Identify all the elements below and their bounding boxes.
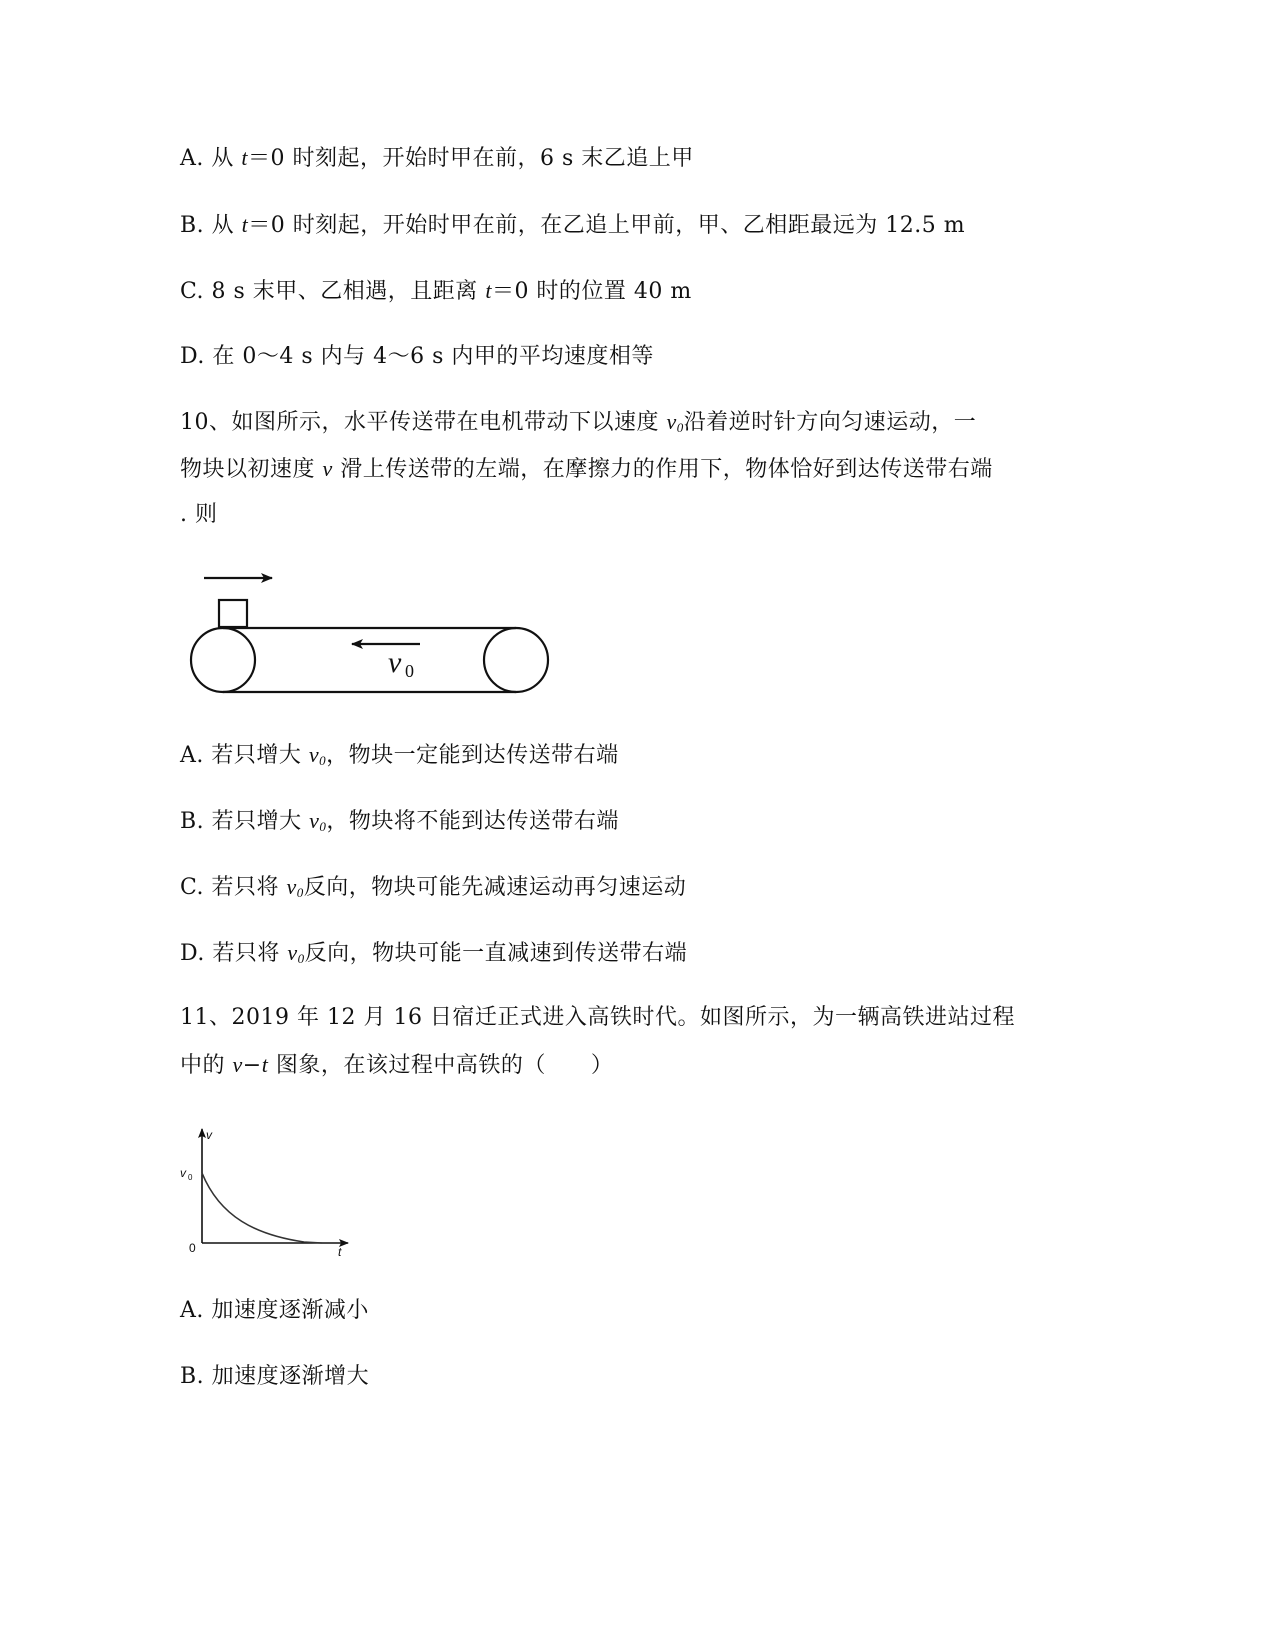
q9-option-c: [180, 276, 692, 307]
q11-stem-line-2-var2: t: [261, 1052, 269, 1077]
q11-option-b: B. 加速度逐渐增大: [180, 1364, 370, 1389]
q9-option-a-variable: t: [241, 145, 248, 170]
velocity-time-graph: [176, 1125, 366, 1265]
q10-stem-line-1: [180, 407, 976, 443]
q10-stem-line-2-var: v: [322, 456, 333, 481]
q11-stem-line-2-pre: 中的: [180, 1053, 233, 1078]
q10-stem-line-2-post: 滑上传送带的左端，在摩擦力的作用下，物体恰好到达传送带右端: [332, 457, 993, 482]
q9-option-a-prefix: A. 从: [180, 146, 242, 171]
q10-option-a-var: v: [308, 742, 320, 767]
q10-stem-line-3: . 则: [180, 502, 218, 527]
q10-stem-line-1-pre: 10、如图所示，水平传送带在电机带动下以速度: [180, 410, 667, 435]
q10-option-d-text: 反向，物块可能一直减速到传送带右端: [304, 941, 688, 966]
q9-option-c-variable: t: [485, 278, 492, 303]
graph-v0-subscript: 0: [188, 1173, 193, 1182]
q9-option-b-prefix: B. 从: [180, 213, 242, 238]
q10-stem-line-1-var: v: [666, 409, 677, 434]
q10-stem-line-1-sub: 0: [676, 420, 684, 435]
q11-stem-line-2: [180, 1050, 613, 1081]
q10-option-d-prefix: D. 若只将: [180, 941, 288, 966]
q10-option-a-prefix: A. 若只增大: [180, 743, 309, 768]
q10-option-c-prefix: C. 若只将: [180, 875, 287, 900]
velocity-curve: [202, 1173, 322, 1243]
q9-option-a: [180, 143, 694, 174]
q9-option-b-variable: t: [241, 212, 249, 237]
conveyor-belt-figure: [180, 560, 560, 700]
q10-option-a: [180, 740, 619, 776]
q9-option-c-text: ＝0 时的位置 40 m: [491, 279, 692, 304]
belt-velocity-label: v: [388, 646, 402, 679]
q9-option-a-text: ＝0 时刻起，开始时甲在前，6 s 末乙追上甲: [248, 146, 694, 171]
q10-option-d: [180, 938, 687, 974]
graph-origin-label: 0: [189, 1241, 196, 1255]
graph-v0-label: v: [180, 1166, 186, 1180]
q11-option-a: A. 加速度逐渐减小: [180, 1298, 369, 1323]
q10-stem-line-1-post: 沿着逆时针方向匀速运动，一: [683, 410, 977, 435]
q10-option-c-text: 反向，物块可能先减速运动再匀速运动: [303, 875, 687, 900]
q10-option-b-prefix: B. 若只增大: [180, 809, 310, 834]
q11-stem-line-2-var: v: [232, 1052, 243, 1077]
q10-option-a-text: ，物块一定能到达传送带右端: [326, 743, 619, 768]
q11-stem-line-1: 11、2019 年 12 月 16 日宿迁正式进入高铁时代。如图所示，为一辆高铁进站过程: [180, 1005, 1015, 1030]
q10-option-d-var: v: [287, 940, 298, 965]
q10-option-a-sub: 0: [319, 753, 327, 768]
graph-y-label: v: [206, 1128, 212, 1142]
left-pulley: [191, 628, 255, 692]
q11-stem-line-2-post: 图象，在该过程中高铁的（ ）: [268, 1053, 614, 1078]
graph-x-label: t: [338, 1245, 342, 1259]
q10-option-d-sub: 0: [297, 951, 305, 966]
q10-option-c-sub: 0: [296, 885, 304, 900]
q10-option-b-sub: 0: [319, 819, 327, 834]
q10-option-c-var: v: [286, 874, 297, 899]
belt-velocity-subscript: 0: [405, 661, 414, 681]
q10-option-b-text: ，物块将不能到达传送带右端: [326, 809, 619, 834]
q9-option-d: D. 在 0～4 s 内与 4～6 s 内甲的平均速度相等: [180, 344, 654, 369]
right-pulley: [484, 628, 548, 692]
block: [219, 600, 247, 627]
q10-option-b-var: v: [309, 808, 320, 833]
q10-option-c: [180, 872, 686, 908]
q10-stem-line-2-pre: 物块以初速度: [180, 457, 323, 482]
q10-stem-line-2: [180, 454, 993, 485]
q9-option-b-text: ＝0 时刻起，开始时甲在前，在乙追上甲前，甲、乙相距最远为 12.5 m: [248, 213, 966, 238]
q9-option-b: [180, 210, 965, 241]
q10-option-b: [180, 806, 619, 842]
q11-stem-line-2-dash: −: [242, 1053, 262, 1078]
q9-option-c-prefix: C. 8 s 末甲、乙相遇，且距离: [180, 279, 486, 304]
